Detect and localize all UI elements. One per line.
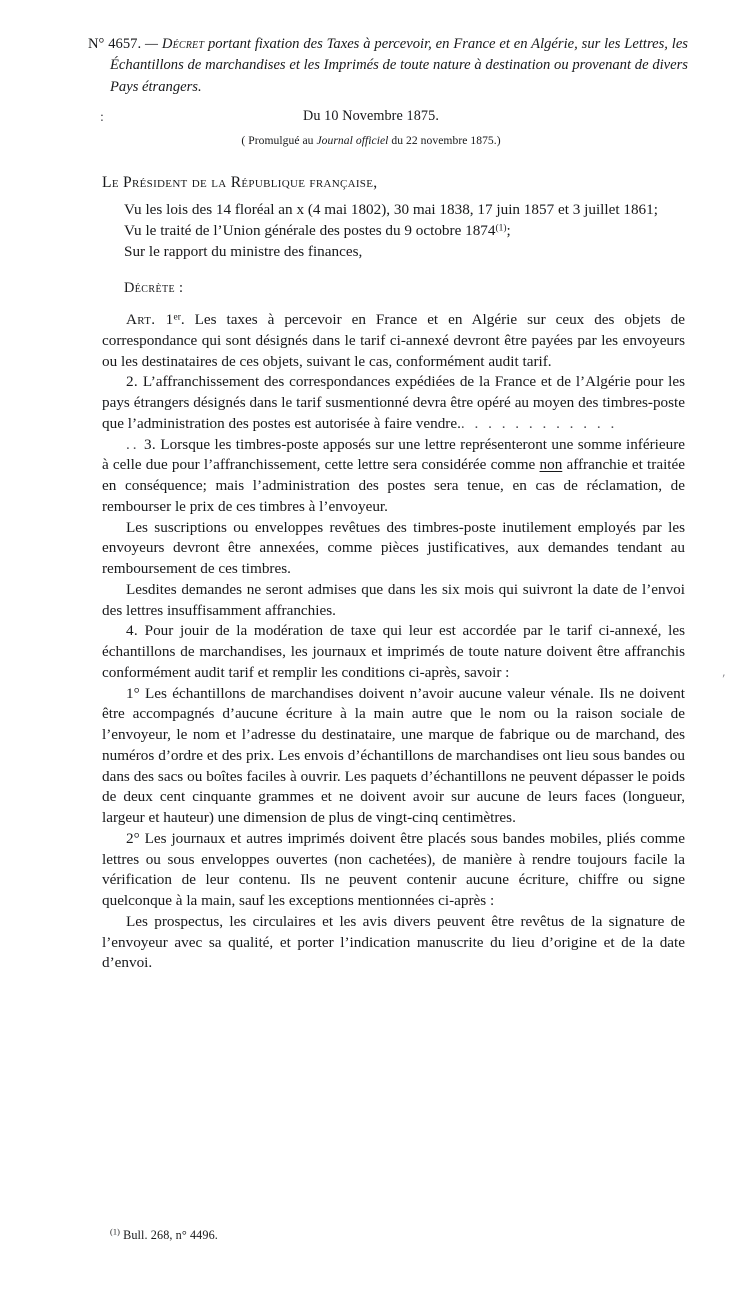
footnote-marker: (1): [110, 1227, 120, 1237]
article-3-label: 3.: [143, 435, 156, 453]
article-3-text-part-2: affranchie et traitée en conséquence; mais l’administration des postes sera tenue, en cas de réclamation, de rembourser le prix de ces timbres à l’envoyeur.: [102, 456, 686, 515]
article-2-trailing-dots: . . . . . . . . . . . .: [460, 414, 618, 432]
margin-tick-mark: ′: [720, 670, 726, 687]
article-3: [102, 435, 685, 518]
article-3-underlined-word: non: [539, 456, 563, 474]
article-4: [102, 621, 685, 683]
condition-1-label: 1°: [126, 684, 140, 702]
title-dash: —: [144, 36, 158, 52]
promulgation-suffix: du 22 novembre 1875.): [388, 134, 501, 147]
vu-clause-2-suffix: ;: [506, 222, 511, 240]
condition-1: [102, 684, 685, 829]
article-2-label: 2.: [126, 373, 138, 391]
article-4-text: Pour jouir de la modération de taxe qui leur est accordée par le tarif ci-annexé, les échantillons de marchandises, les journaux et imprimés de toute nature doivent être affranchis conformément audit tarif et remplir les conditions ci-après, savoir :: [102, 622, 685, 681]
title-block: [88, 34, 688, 98]
promulgation-prefix: ( Promulgué au: [241, 134, 317, 147]
vu-clause-2-text: Vu le traité de l’Union générale des postes du 9 octobre 1874: [124, 222, 496, 240]
body-column: [102, 172, 685, 974]
article-1-label-sup: er: [173, 312, 181, 323]
condition-2-label: 2°: [126, 829, 140, 847]
vu-clause-2: [102, 221, 685, 242]
footnote: [110, 1228, 218, 1243]
page-title: [88, 34, 688, 98]
decree-date: Du 10 Novembre 1875.: [303, 108, 439, 124]
article-1: [102, 310, 685, 372]
article-2-text: L’affranchissement des correspondances expédiées de la France et de l’Algérie pour les pays étrangers désignés dans le tarif susmentionné devra être opéré au moyen des timbres-poste que l’administration des postes est autorisée à faire vendre.: [102, 373, 685, 432]
condition-2: [102, 829, 685, 912]
article-1-label-after: .: [180, 311, 185, 329]
vu-clause-3: Sur le rapport du ministre des finances,: [124, 242, 363, 260]
article-4-label: 4.: [126, 622, 138, 640]
president-heading: Le Président de la République française,: [102, 174, 378, 191]
footnote-reference: (1): [495, 223, 507, 234]
vu-clause-1: Vu les lois des 14 floréal an x (4 mai 1802), 30 mai 1838, 17 juin 1857 et 3 juillet 1861;: [124, 201, 658, 219]
condition-1-text: Les échantillons de marchandises doivent n’avoir aucune valeur vénale. Ils ne doivent être accompagnés d’aucune écriture à la main autre que le nom ou la raison sociale de l’envoyeur, le nom et l’adresse du destinataire, une marque de fabrique ou de marchand, des numéros d’ordre et des prix. Les envois d’échantillons de marchandises ont lieu sous bandes ou dans des sacs ou boîtes faciles à ouvrir. Les paquets d’échantillons ne peuvent dépasser le poids de deux cent cinquante grammes et ne doivent avoir sur aucune de leurs faces (longueur, largeur et hauteur) une dimension de plus de vingt-cinq centimètres.: [102, 684, 685, 827]
article-1-label: Art. 1: [126, 311, 174, 329]
title-line-2: Algérie, sur les Lettres, les Échantillons de marchandises et les Imprimés de: [110, 36, 688, 74]
decrete-heading: Décrète :: [124, 279, 184, 296]
paragraph-lesdites: Lesdites demandes ne seront admises que dans les six mois qui suivront la date de l’envoi des lettres insuffisamment affranchies.: [102, 580, 685, 619]
decree-number: N° 4657.: [88, 36, 142, 52]
article-3-leading-dots: ..: [126, 435, 140, 453]
promulgation-line: [0, 134, 742, 147]
title-keyword: Décret: [161, 36, 205, 52]
paragraph-suscriptions: Les suscriptions ou enveloppes revêtues des timbres-poste inutilement employés par les envoyeurs devront être annexées, comme pièces justificatives, aux demandes tendant au remboursement de ces timbres.: [102, 518, 685, 578]
article-3-text-part-1: Lorsque les timbres-poste apposés sur une lettre représenteront une somme inférieure à celle due pour l’affranchissement, cette lettre sera considérée comme: [102, 435, 686, 474]
margin-colon-mark: :: [100, 110, 104, 125]
article-1-text: Les taxes à percevoir en France et en Algérie sur ceux des objets de correspondance qui sont désignés dans le tarif ci-annexé devront être payées par les envoyeurs ou les destinataires de ces objets, suivant le cas, conformément audit tarif.: [102, 311, 685, 370]
journal-officiel-title: Journal officiel: [316, 134, 389, 147]
paragraph-prospectus: Les prospectus, les circulaires et les avis divers peuvent être revêtus de la signature de l’envoyeur avec sa qualité, et porter l’indication manuscrite du lieu d’origine et de la date d’envoi.: [102, 912, 685, 972]
article-2: [102, 372, 685, 434]
footnote-text: Bull. 268, n° 4496.: [119, 1228, 218, 1242]
condition-2-text: Les journaux et autres imprimés doivent être placés sous bandes mobiles, pliés comme lettres ou sous enveloppes ouvertes (non cachetées), de manière à rendre toujours facile la vérification de leur contenu. Ils ne peuvent contenir aucune écriture, chiffre ou signe quelconque à la main, sauf les exceptions mentionnées ci-après :: [102, 829, 685, 910]
title-line-1: portant fixation des Taxes à percevoir, en France et en: [208, 36, 528, 52]
title-line-3: toute nature à destination ou provenant de divers Pays étrangers.: [110, 57, 688, 95]
